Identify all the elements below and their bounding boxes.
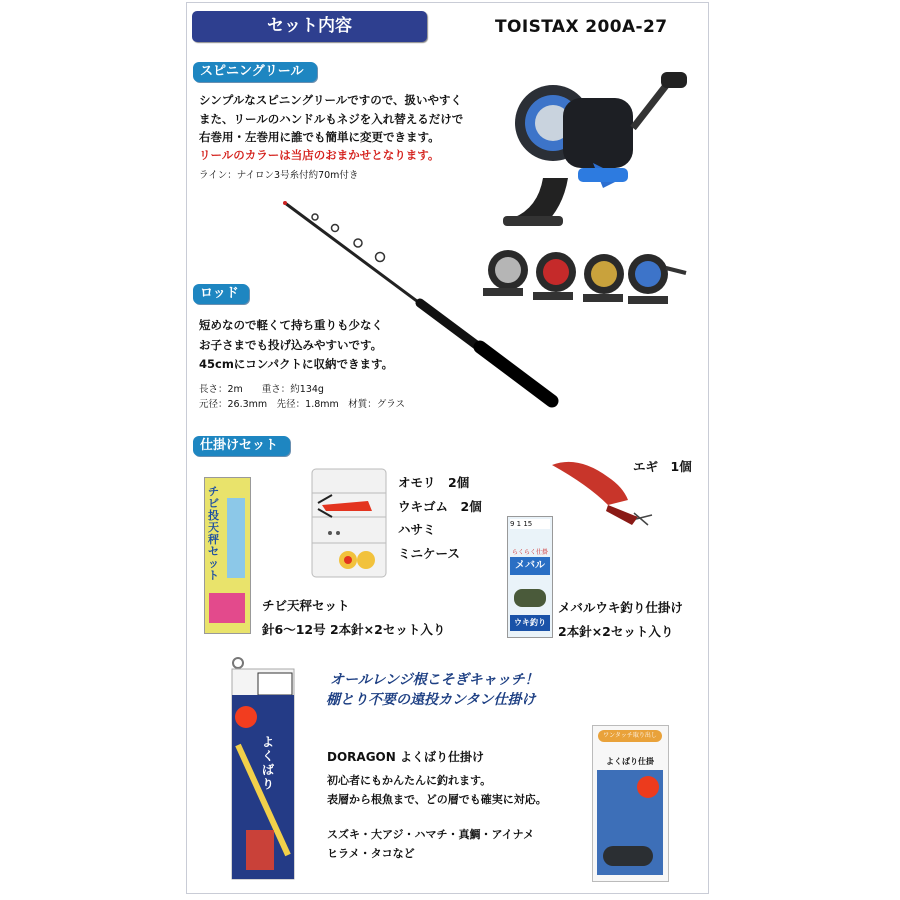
mebaru-pkg-top: らくらく仕掛 [511, 549, 548, 556]
yokubari-desc-2: 表層から根魚まで、どの層でも確実に対応。 [327, 793, 547, 806]
yokubari-left-pkg-label: よくばり [262, 735, 275, 791]
reel-desc-1: シンプルなスピニングリールですので、扱いやすく [199, 93, 463, 107]
telescopic-rod-photo [280, 195, 565, 410]
case-item-mini-case: ミニケース [398, 546, 460, 561]
mebaru-pkg-mid: メバル [510, 557, 550, 575]
set-contents-header: セット内容 [192, 11, 427, 42]
yokubari-catchcopy-2: 棚とり不要の遠投カンタン仕掛け [326, 692, 536, 708]
rod-spec-length-weight: 長さ：2m 重さ：約134g [199, 384, 324, 395]
yokubari-package-right-photo [592, 725, 669, 882]
reel-color-note: リールのカラーは当店のおまかせとなります。 [199, 148, 440, 162]
yokubari-product-name: DORAGON よくばり仕掛け [327, 750, 484, 764]
yokubari-right-pkg-title: よくばり仕掛 [606, 757, 654, 766]
yokubari-catchcopy-1: オールレンジ根こそぎキャッチ！ [330, 672, 539, 688]
mini-case-photo [308, 465, 390, 580]
yokubari-fish-1: スズキ・大アジ・ハマチ・真鯛・アイナメ [327, 828, 535, 841]
egi-label: エギ 1個 [633, 459, 692, 474]
yokubari-right-pkg-badge: ワンタッチ取り出し [598, 730, 662, 742]
reel-desc-2: また、リールのハンドルもネジを入れ替えるだけで [199, 112, 464, 126]
case-item-scissors: ハサミ [398, 522, 436, 537]
model-number: TOISTAX 200A-27 [495, 17, 668, 37]
yokubari-package-left-photo [228, 655, 298, 880]
tab-rod: ロッド [193, 284, 249, 304]
chibi-tenbin-name: チビ天秤セット [262, 598, 350, 613]
rod-desc-2: お子さまでも投げ込みやすいです。 [199, 338, 383, 352]
rod-desc-3: 45cmにコンパクトに収納できます。 [199, 357, 394, 371]
case-item-sinker: オモリ 2個 [398, 475, 470, 490]
yokubari-desc-1: 初心者にもかんたんに釣れます。 [327, 774, 492, 787]
rod-desc-1: 短めなので軽くて持ち重りも少なく [199, 318, 383, 332]
chibi-tenbin-package-photo [204, 477, 251, 634]
reel-line-spec: ライン：ナイロン3号糸付約70m付き [199, 170, 359, 181]
mebaru-rig-name: メバルウキ釣り仕掛け [558, 600, 683, 615]
mebaru-rig-package-photo: 9 1 15 らくらく仕掛 メバル ウキ釣り [507, 516, 553, 638]
chibi-pkg-label: チビ投天秤セット [208, 485, 219, 582]
tab-tackle-set: 仕掛けセット [193, 436, 290, 456]
rod-spec-diameter-material: 元径：26.3mm 先径：1.8mm 材質：グラス [199, 399, 405, 410]
mebaru-pkg-bottom: ウキ釣り [510, 615, 550, 631]
case-item-float-rubber: ウキゴム 2個 [398, 499, 482, 514]
yokubari-fish-2: ヒラメ・タコなど [327, 847, 415, 860]
tab-spinning-reel: スピニングリール [193, 62, 317, 82]
chibi-tenbin-spec: 針6〜12号 2本針×2セット入り [262, 622, 446, 637]
mebaru-rig-spec: 2本針×2セット入り [558, 624, 674, 639]
reel-desc-3: 右巻用・左巻用に誰でも簡単に変更できます。 [199, 130, 440, 144]
